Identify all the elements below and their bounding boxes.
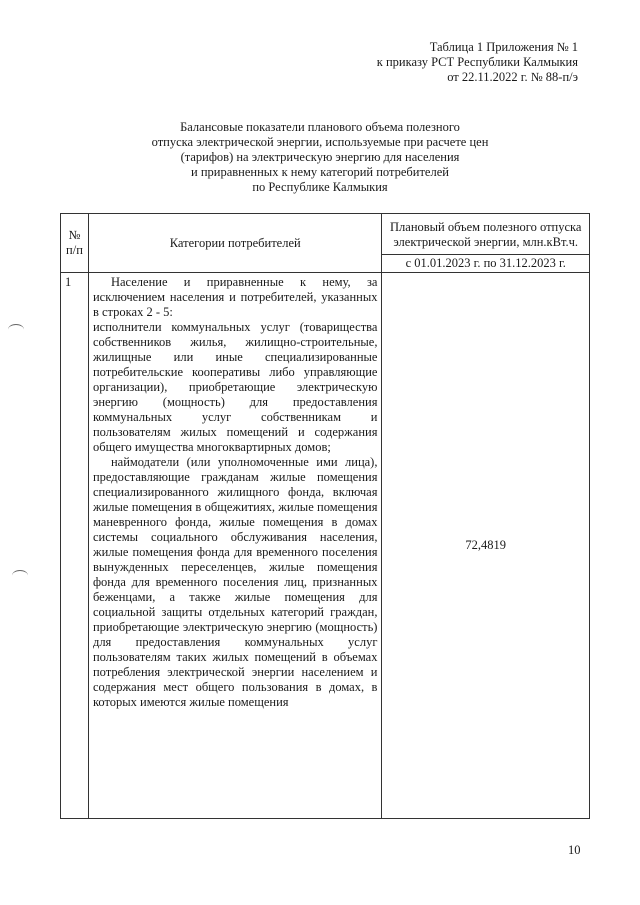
header-line: к приказу РСТ Республики Калмыкия bbox=[376, 55, 578, 69]
title-line: (тарифов) на электрическую энергию для населения bbox=[180, 150, 460, 164]
column-header-period: с 01.01.2023 г. по 31.12.2023 г. bbox=[382, 255, 590, 273]
category-paragraph: Население и приравненные к нему, за исключением населения и потребителей, указанных в строках 2 - 5: bbox=[92, 275, 378, 319]
title-line: отпуска электрической энергии, используемые при расчете цен bbox=[151, 135, 489, 149]
table-row bbox=[61, 273, 590, 819]
document-header bbox=[278, 40, 578, 85]
balance-table bbox=[60, 213, 590, 819]
column-header-volume: Плановый объем полезного отпуска электрической энергии, млн.кВт.ч. bbox=[382, 214, 590, 255]
scan-mark bbox=[8, 324, 24, 335]
header-line: Таблица 1 Приложения № 1 bbox=[429, 40, 578, 54]
row-category bbox=[88, 273, 382, 819]
column-header-number: № п/п bbox=[61, 214, 89, 273]
header-line: от 22.11.2022 г. № 88-п/э bbox=[447, 70, 578, 84]
row-volume-value: 72,4819 bbox=[382, 273, 590, 819]
title-line: Балансовые показатели планового объема полезного bbox=[180, 120, 460, 134]
page-number: 10 bbox=[568, 843, 581, 857]
category-paragraph: исполнители коммунальных услуг (товарищества собственников жилья, жилищно-строительные, жилищные или иные специализированные потребительские кооперативы либо управляющие организации), приобретающие электрическую энергию (мощность) для предоставления коммунальных услуг собственникам и пользователям жилых помещений и содержания общего имущества многоквартирных домов; bbox=[92, 320, 378, 454]
title-line: и приравненных к нему категорий потребителей bbox=[191, 165, 449, 179]
title-line: по Республике Калмыкия bbox=[252, 180, 388, 194]
row-number: 1 bbox=[61, 273, 89, 819]
document-title bbox=[120, 120, 520, 195]
scan-mark bbox=[12, 570, 28, 581]
category-paragraph: наймодатели (или уполномоченные ими лица), предоставляющие гражданам жилые помещения специализированного жилищного фонда, включая жилые помещения в общежитиях, жилые помещения маневренного фонда, жилые помещения в домах системы социального обслуживания населения, жилые помещения фонда для временного поселения вынужденных переселенцев, жилые помещения фонда для временного поселения лиц, признанных беженцами, а также жилые помещения для социальной защиты отдельных категорий граждан, приобретающие электрическую энергию (мощность) для предоставления коммунальных услуг пользователям таких жилых помещений в объемах потребления электрической энергии населением и содержания мест общего пользования в домах, в которых имеются жилые помещения bbox=[92, 455, 378, 709]
table-header-row bbox=[61, 214, 590, 255]
column-header-category: Категории потребителей bbox=[88, 214, 382, 273]
